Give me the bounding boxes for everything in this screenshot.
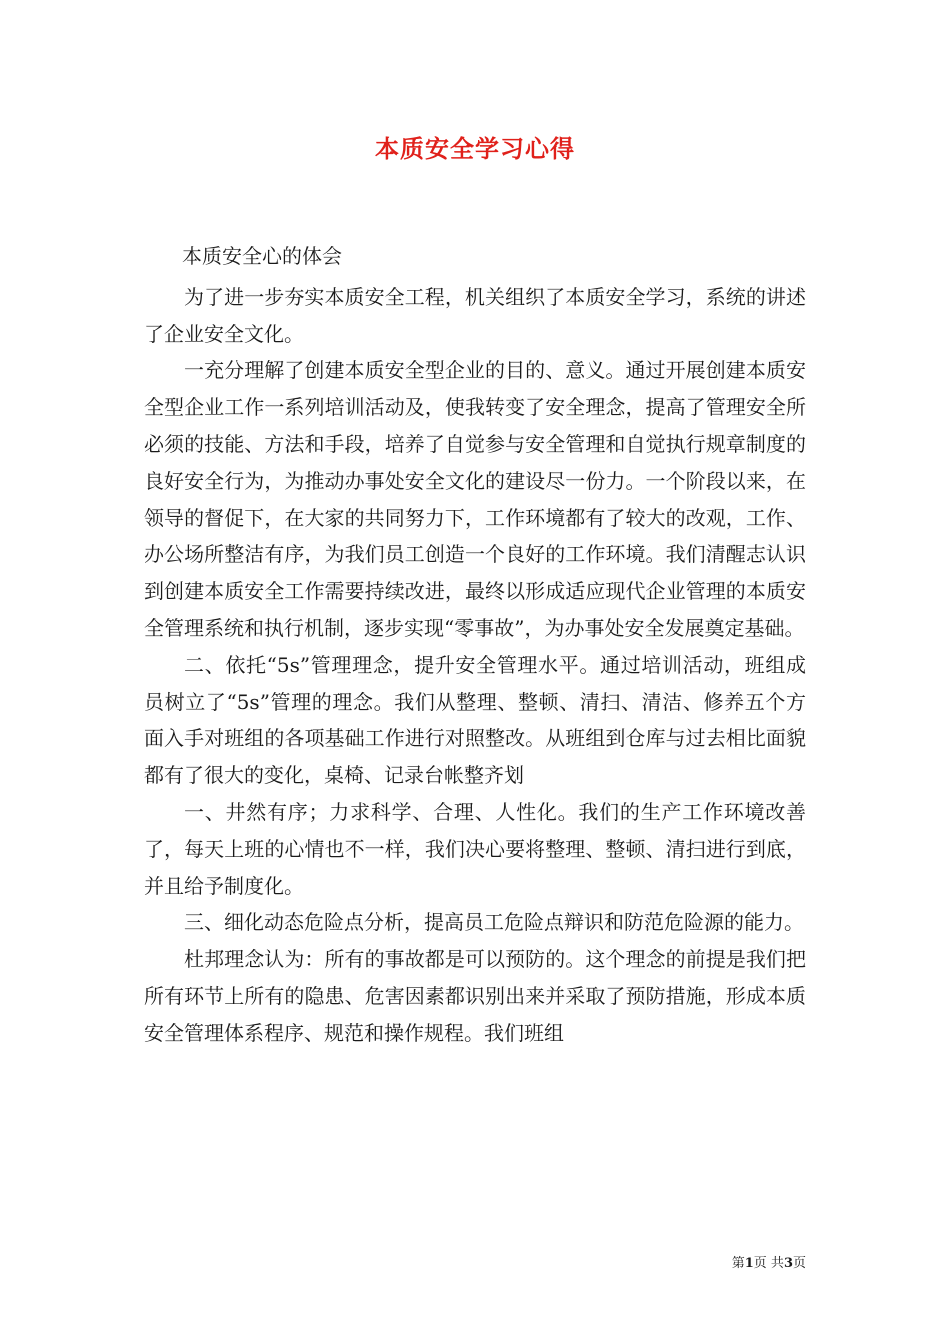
footer-current-page: 1 <box>744 1256 754 1271</box>
page-number-footer <box>620 1252 806 1271</box>
document-body <box>144 238 806 1052</box>
paragraph-4: 一、井然有序；力求科学、合理、人性化。我们的生产工作环境改善了，每天上班的心情也不一样，我们决心要将整理、整顿、清扫进行到底，并且给予制度化。 <box>144 799 806 898</box>
paragraph-6: 杜邦理念认为：所有的事故都是可以预防的。这个理念的前提是我们把所有环节上所有的隐患、危害因素都识别出来并采取了预防措施，形成本质安全管理体系程序、规范和操作规程。我们班组 <box>144 947 806 1045</box>
footer-total-pages: 3 <box>783 1256 793 1271</box>
document-title: 本质安全学习心得 <box>375 134 575 163</box>
paragraph-5: 三、细化动态危险点分析，提高员工危险点辩识和防范危险源的能力。 <box>184 910 804 935</box>
paragraph-2: 一充分理解了创建本质安全型企业的目的、意义。通过开展创建本质安全型企业工作一系列培训活动及，使我转变了安全理念，提高了管理安全所必须的技能、方法和手段，培养了自觉参与安全管理和自觉执行规章制度的良好安全行为，为推动办事处安全文化的建设尽一份力。一个阶段以来，在领导的督促下，在大家的共同努力下，工作环境都有了较大的改观，工作、办公场所整洁有序，为我们员工创造一个良好的工作环境。我们清醒志认识到创建本质安全工作需要持续改进，最终以形成适应现代企业管理的本质安全管理系统和执行机制，逐步实现“零事故”，为办事处安全发展奠定基础。 <box>144 358 806 640</box>
footer-prefix: 第 <box>731 1256 745 1271</box>
document-subtitle: 本质安全心的体会 <box>182 244 342 268</box>
footer-middle: 页 共 <box>753 1256 784 1271</box>
footer-suffix: 页 <box>792 1256 806 1271</box>
paragraph-3: 二、依托“5s”管理理念，提升安全管理水平。通过培训活动，班组成员树立了“5s”管理的理念。我们从整理、整顿、清扫、清洁、修养五个方面入手对班组的各项基础工作进行对照整改。从班组到仓库与过去相比面貌都有了很大的变化，桌椅、记录台帐整齐划 <box>144 652 806 788</box>
paragraph-1: 为了进一步夯实本质安全工程，机关组织了本质安全学习，系统的讲述了企业安全文化。 <box>144 284 806 346</box>
